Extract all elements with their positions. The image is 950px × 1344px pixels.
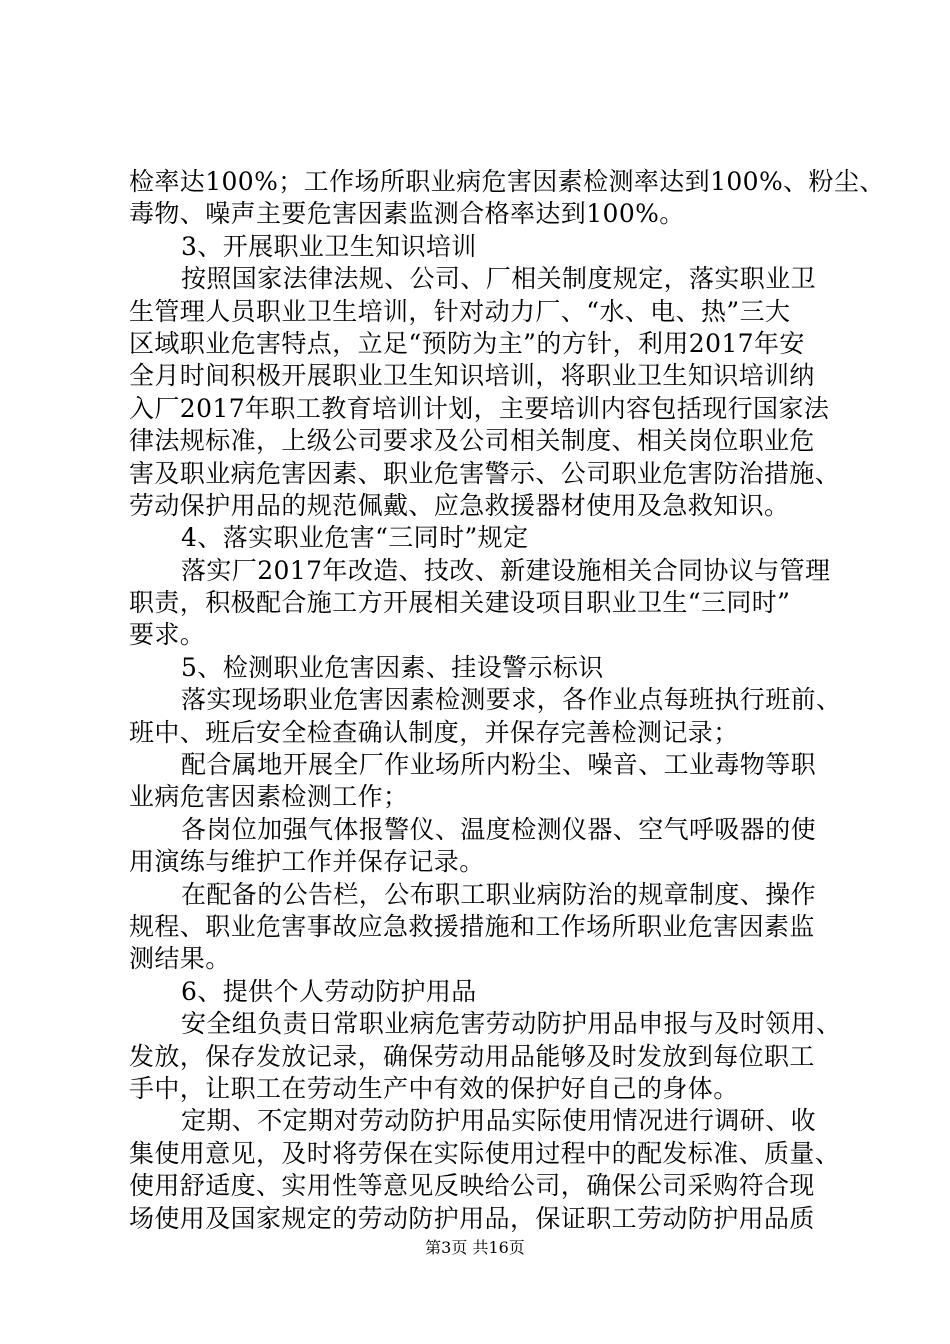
text-line: 手中，让职工在劳动生产中有效的保护好自己的身体。 — [129, 1073, 739, 1103]
section-heading: 5、检测职业危害因素、挂设警示标识 — [181, 652, 604, 682]
text-line: 使用舒适度、实用性等意见反映给公司，确保公司采购符合现 — [129, 1171, 815, 1201]
text-line: 在配备的公告栏，公布职工职业病防治的规章制度、操作 — [181, 879, 817, 909]
text-line: 测结果。 — [129, 944, 231, 974]
text-line: 各岗位加强气体报警仪、温度检测仪器、空气呼吸器的使 — [181, 814, 817, 844]
text-line: 落实厂2017年改造、技改、新建设施相关合同协议与管理 — [181, 555, 831, 585]
text-line: 检率达100%；工作场所职业病危害因素检测率达到100%、粉尘、 — [129, 167, 885, 196]
text-line: 律法规标准，上级公司要求及公司相关制度、相关岗位职业危 — [129, 426, 815, 456]
text-line: 规程、职业危害事故应急救援措施和工作场所职业危害因素监 — [129, 911, 815, 941]
text-line: 全月时间积极开展职业卫生知识培训，将职业卫生知识培训纳 — [129, 361, 815, 391]
section-heading: 4、落实职业危害“三同时”规定 — [181, 523, 529, 553]
text-line: 害及职业病危害因素、职业危害警示、公司职业危害防治措施、 — [129, 458, 841, 488]
text-line: 落实现场职业危害因素检测要求，各作业点每班执行班前、 — [181, 685, 842, 715]
text-line: 按照国家法律法规、公司、厂相关制度规定，落实职业卫 — [181, 264, 817, 294]
text-line: 用演练与维护工作并保存记录。 — [129, 847, 485, 877]
text-line: 劳动保护用品的规范佩戴、应急救援器材使用及急救知识。 — [129, 490, 790, 520]
text-line: 安全组负责日常职业病危害劳动防护用品申报与及时领用、 — [181, 1009, 842, 1039]
document-body — [129, 166, 885, 1235]
text-line: 生管理人员职业卫生培训，针对动力厂、“水、电、热”三大 — [129, 296, 791, 326]
text-line: 要求。 — [129, 620, 206, 650]
text-line: 业病危害因素检测工作； — [129, 782, 409, 812]
text-line: 集使用意见，及时将劳保在实际使用过程中的配发标准、质量、 — [129, 1138, 841, 1168]
text-line: 职责，积极配合施工方开展相关建设项目职业卫生“三同时” — [129, 588, 791, 618]
text-line: 场使用及国家规定的劳动防护用品，保证职工劳动防护用品质 — [129, 1203, 815, 1233]
text-line: 区域职业危害特点，立足“预防为主”的方针，利用2017年安 — [129, 328, 805, 358]
text-line: 配合属地开展全厂作业场所内粉尘、噪音、工业毒物等职 — [181, 750, 817, 780]
text-line: 班中、班后安全检查确认制度，并保存完善检测记录； — [129, 717, 739, 747]
section-heading: 6、提供个人劳动防护用品 — [181, 976, 477, 1006]
text-line: 入厂2017年职工教育培训计划，主要培训内容包括现行国家法 — [129, 393, 830, 423]
text-line: 发放，保存发放记录，确保劳动用品能够及时发放到每位职工 — [129, 1041, 815, 1071]
text-line: 毒物、噪声主要危害因素监测合格率达到100%。 — [129, 199, 685, 229]
page-footer — [0, 1238, 950, 1258]
text-line: 定期、不定期对劳动防护用品实际使用情况进行调研、收 — [181, 1106, 817, 1136]
section-heading: 3、开展职业卫生知识培训 — [181, 231, 477, 261]
page-number: 第3页 共16页 — [425, 1238, 525, 1257]
